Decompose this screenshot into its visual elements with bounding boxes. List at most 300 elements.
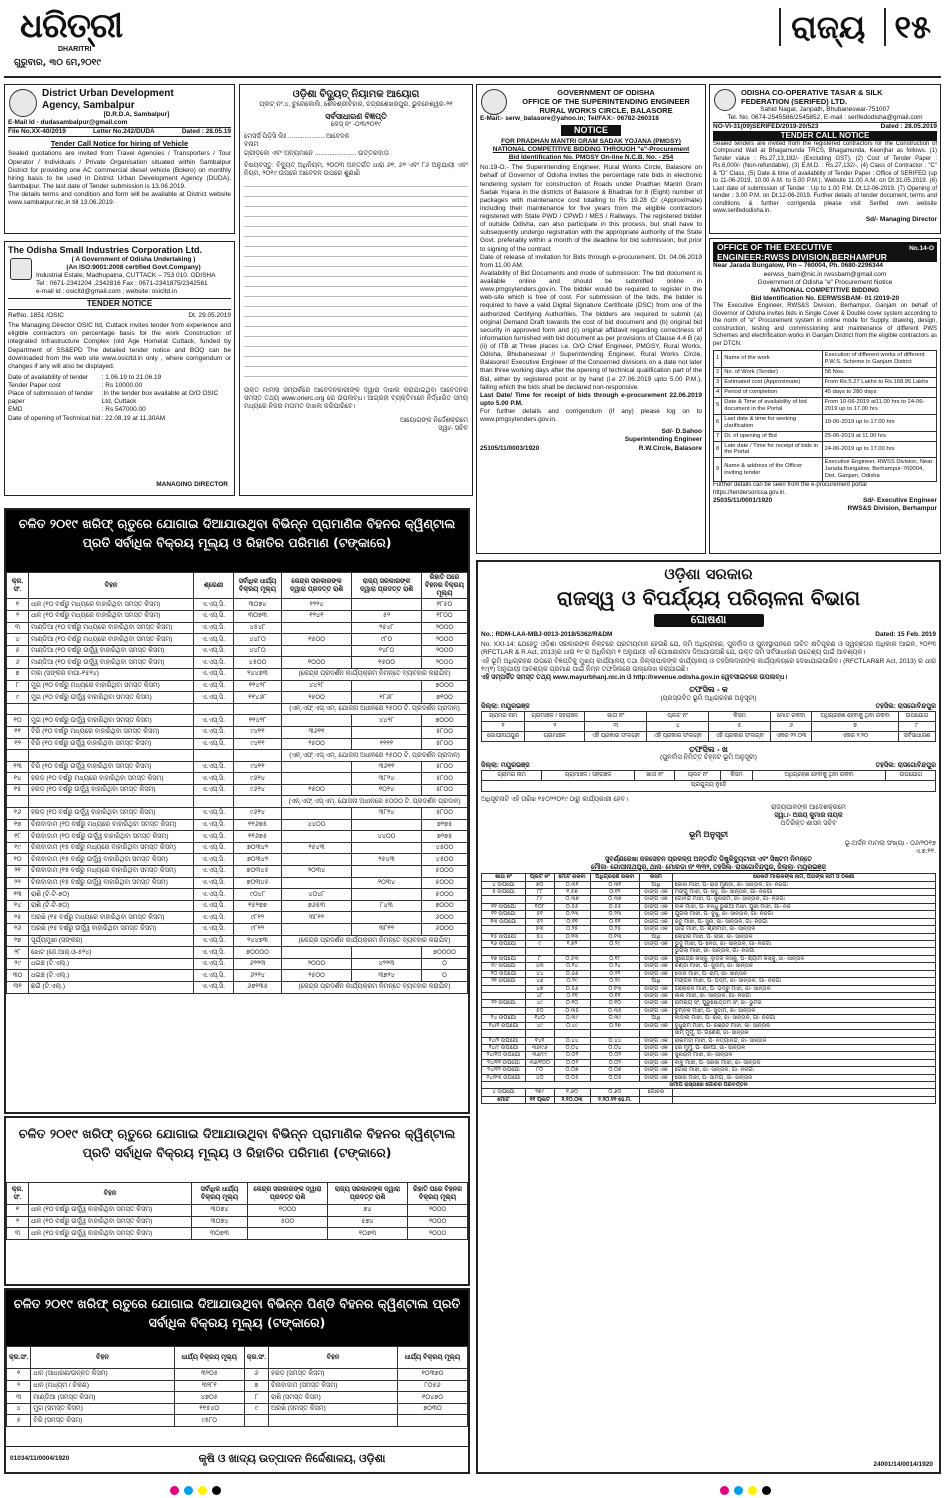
table-cell: ୫୨ bbox=[525, 918, 554, 925]
table-cell: ୧୦ bbox=[7, 715, 29, 727]
rwss-cell-no: 3 bbox=[714, 377, 722, 387]
oerc-party-2: ଗ୍ରୀଡ଼କୋ ଏବଂ ଅନ୍ୟମାନେ ....................... ଉତ୍ତରଦାତା bbox=[244, 149, 389, 157]
table-cell bbox=[482, 1007, 526, 1014]
duda-dated: Dated : 28.05.19 bbox=[181, 128, 231, 136]
table-cell: ମୁଗ (୧୦ ବର୍ଷରୁ ଉର୍ଦ୍ଧ୍ୱ ବାହାରିଥିବା ସମସ୍ତ କିସମ) bbox=[29, 692, 194, 704]
table-cell bbox=[234, 750, 282, 762]
table-row bbox=[7, 599, 468, 611]
osic-ref: RefNo. 1851 /OSIC bbox=[8, 312, 64, 320]
schedule-kha-header-cell: ପ୍ଲଟ ନଂ bbox=[675, 771, 721, 781]
table-cell: ୨୪୪୭୩ bbox=[234, 935, 282, 947]
table-cell: ଏ.ଏସ୍.ସି. bbox=[194, 889, 234, 901]
seed1-header-cell: ବିହନ bbox=[29, 573, 194, 599]
table-row bbox=[482, 1000, 936, 1007]
table-cell: ହରଡ଼ (୧୦ ବର୍ଷରୁ ଉର୍ଦ୍ଧ୍ୱ ବାହାରିଥିବା ସମସ୍ତ କିସମ) bbox=[29, 784, 194, 796]
table-cell: ୧୫ bbox=[7, 784, 29, 796]
se-notice-label: NOTICE bbox=[561, 125, 621, 136]
table-cell: ୧୦୦୦ bbox=[282, 657, 352, 669]
table-cell: ୦.୪୪ bbox=[590, 1037, 640, 1044]
table-cell: ଏ.ଏସ୍.ସି. bbox=[194, 668, 234, 680]
table-cell: ୪୫୦୦ bbox=[234, 657, 282, 669]
osic-detail-label: EMD bbox=[8, 406, 23, 414]
table-cell: ୮୪୩ bbox=[352, 900, 422, 912]
oerc-sign-1: ଆୟୋଗଙ୍କ ନିର୍ଦ୍ଦେଶକ୍ରମେ bbox=[399, 417, 468, 425]
table-cell: ଡାଙ୍ଗ ଏକ bbox=[640, 1067, 673, 1074]
table-cell: ରାଇମତୀ ମାଝୀ, ପି- ନିତ୍ୟାନନ୍ଦ, ଜା- ସାନ୍ତାଳ bbox=[672, 1037, 935, 1044]
table-cell bbox=[352, 680, 422, 692]
table-cell: ୦.୧୧ bbox=[554, 992, 590, 999]
rwss-row bbox=[714, 367, 937, 377]
bhumi-schedule-title: ଭୂମି ଅନୁସୂଚୀ bbox=[689, 830, 728, 840]
schedule-ka-num-cell: ୪ bbox=[647, 721, 709, 731]
osic-detail-label: Date of opening of Technical bid bbox=[8, 414, 101, 422]
seed-table-3-title: ଚଳିତ ୨୦୧୯ ଖରିଫ୍ ଋତୁରେ ଯୋଗାଇ ଦିଆଯାଉଥିବା ବିଭିନ୍ନ ପିଣ୍ଡି ବିହନର କ୍ୱିଣ୍ଟାଲ ପ୍ରତି ସର୍ବାଧିକ ବିକ୍ରୟ ମୂଲ୍ୟ (ଟଙ୍କାରେ) bbox=[6, 1290, 468, 1346]
osic-detail-value: : Rs 10000.00 bbox=[101, 382, 143, 390]
schedule-ka-num-cell: ୨ bbox=[525, 721, 585, 731]
rwss-cell-value: From 10-06-2019 at11.00 hrs to 24-06-2019 up to 17.00 hrs bbox=[822, 397, 936, 414]
table-cell: ୨୫୦୦ bbox=[282, 738, 352, 750]
table-cell: ୧ bbox=[7, 599, 29, 611]
table-row bbox=[7, 750, 468, 762]
table-cell: ଏ.ଏସ୍.ସି. bbox=[194, 912, 234, 924]
page-number: ୧୫ bbox=[884, 8, 931, 46]
rwss-row bbox=[714, 397, 937, 414]
table-cell bbox=[482, 1030, 526, 1037]
table-cell: ୨୪୮୦ bbox=[352, 645, 422, 657]
schedule-ka-num-row bbox=[482, 721, 936, 731]
table-cell: ୦.୨୩ bbox=[554, 911, 590, 918]
table-cell: ଧାନ (ସାଧାରଣ/ଉନ୍ନତ କିସମ) bbox=[31, 1369, 175, 1381]
table-cell: ବିରି (୧୦ ବର୍ଷରୁ ମଧ୍ୟରେ ବାହାରିଥିବା ସମସ୍ତ କିସମ) bbox=[29, 726, 194, 738]
table-cell: ୧୪ bbox=[7, 773, 29, 785]
osic-detail-value: : Rs 547000.00 bbox=[101, 406, 146, 414]
rwss-cell-value: From Rs.5.27 Lakhs to Rs.168.95 Lakhs bbox=[822, 377, 936, 387]
osic-detail-label: Tender Paper cost bbox=[8, 382, 61, 390]
seed-price-table-3 bbox=[4, 1288, 470, 1474]
table-cell: ୧୫୦୦ bbox=[352, 657, 422, 669]
land-road-heading-row bbox=[482, 1082, 936, 1089]
table-cell bbox=[352, 819, 422, 831]
table-cell bbox=[282, 877, 352, 889]
table-row bbox=[482, 933, 936, 940]
table-cell: ୯୬୨୪ bbox=[234, 808, 282, 820]
seed-table-3-footer bbox=[6, 1446, 468, 1472]
table-cell: ୦.୩୫ bbox=[554, 1007, 590, 1014]
se-title-3: RURAL WORKS CIRCLE, BALASORE bbox=[539, 106, 673, 115]
schedule-ka-num-cell: ୮ bbox=[898, 721, 935, 731]
table-cell: ୭୪ bbox=[328, 1205, 408, 1217]
se-contact: E-Mail:- serw_balasore@yahoo.in; Tel/FAX:- 06782-260318 bbox=[480, 115, 659, 122]
table-cell: ୨୪/୧୩ ଉପଯୋ bbox=[482, 1074, 526, 1081]
table-cell: ୯ bbox=[525, 941, 554, 948]
table-cell: ୯୬୨୪ bbox=[234, 773, 282, 785]
table-cell: ୧୧ bbox=[7, 726, 29, 738]
rwss-cell-no: 5 bbox=[714, 397, 722, 414]
seed-table-2-title: ଚଳିତ ୨୦୧୯ ଖରିଫ୍ ଋତୁରେ ଯୋଗାଇ ଦିଆଯାଉଥିବା ବିଭିନ୍ନ ପ୍ରାମାଣିକ ବିହନର କ୍ୱିଣ୍ଟାଲ ପ୍ରତି ସର୍ବାଧିକ ବିକ୍ରୟ ମୂଲ୍ୟ ଓ ରିହାତିର ପରିମାଣ (ଟଙ୍କାରେ) bbox=[6, 1118, 468, 1182]
table-cell: ଏ.ଏସ୍.ସି. bbox=[194, 842, 234, 854]
table-cell: ୪୪୦୦ bbox=[282, 819, 352, 831]
table-cell-note: (ଏନ୍.ଏଫ୍.ଏସ୍.ଏମ୍. ଯୋଜନା ଅଧୀନରେ ୨୫୦୦ ଟି. ପ୍ରଦର୍ଶନ ପ୍ରଦାନ) bbox=[282, 750, 468, 762]
table-cell: ଏ.ଏସ୍.ସି. bbox=[194, 981, 234, 993]
table-row bbox=[482, 926, 936, 933]
table-cell: ୨୦୦୦ bbox=[282, 958, 352, 970]
table-cell: ୨୦୦୦ bbox=[422, 622, 468, 634]
osic-notice-title: TENDER NOTICE bbox=[8, 298, 231, 310]
table-cell: ୨୪/୯ ଉପଯୋ bbox=[482, 1044, 526, 1051]
osic-sub-2: (An ISO:9001:2008 certified Govt.Company) bbox=[66, 263, 201, 271]
seed-price-table-1 bbox=[4, 508, 470, 1114]
table-cell: ହରି ମୁର୍ମୁ, ପି- ଶନିଆ, ଜା- ସାନ୍ତାଳ bbox=[672, 1044, 935, 1051]
table-cell bbox=[234, 703, 282, 715]
table-cell: ୫୮୦୦ bbox=[422, 784, 468, 796]
table-cell: ୬୨୨୩ bbox=[234, 958, 282, 970]
table-cell: ୨୫୪୩ bbox=[282, 842, 352, 854]
table-cell-note: (ଏନ୍.ଏଫ୍.ଏସ୍.ଏମ୍. ଯୋଜନା ଅଧୀନରେ ୫୦୦୦ ଟି. ପ୍ରଦର୍ଶନ ପ୍ରଦାନ) bbox=[282, 796, 468, 808]
table-cell: ୨୮ bbox=[7, 947, 29, 959]
table-cell: ୧୫ ଉପଯୋ bbox=[482, 933, 526, 940]
schedule-kha-nil: ପ୍ରଯୁଜ୍ୟ ନୁହେଁ bbox=[482, 781, 936, 791]
schedule-ka-cell: ସର୍ବସାଧାରଣ bbox=[898, 731, 935, 741]
table-cell: ଡାଙ୍ଗ ଏକ bbox=[640, 1074, 673, 1081]
table-cell: ୦.୨୪ bbox=[554, 963, 590, 970]
table-cell: ୩୦ bbox=[7, 970, 29, 982]
rwss-cell-no: 7 bbox=[714, 431, 722, 441]
table-cell: ୪ bbox=[7, 1403, 31, 1415]
seed1-header-cell: କ୍ର. ସଂ. bbox=[7, 573, 29, 599]
table-cell: ରାମରାୟ ସିଂ, ପୁରୁଷୋତ୍ତମ ସିଂ, ଜା- ଭୁମିଜ bbox=[672, 1000, 935, 1007]
revenue-dept: ରାଜସ୍ୱ ଓ ବିପର୍ଯ୍ୟୟ ପରିଚାଳନା ବିଭାଗ bbox=[556, 586, 861, 610]
osic-detail-row bbox=[8, 382, 231, 390]
table-cell: ୫୪ bbox=[525, 933, 554, 940]
table-row bbox=[7, 622, 468, 634]
table-cell: ଡାଙ୍ଗ ଏକ bbox=[640, 970, 673, 977]
table-cell: ୧୧୧୧ bbox=[352, 738, 422, 750]
table-cell: ୫୦୦୦ bbox=[422, 889, 468, 901]
table-cell: ୫୦୦୦ bbox=[422, 877, 468, 889]
rwss-cell-value: Execution of different works of different P.W.S. Scheme in Ganjam District bbox=[822, 351, 936, 368]
table-cell: ୨୦୩୪ bbox=[352, 877, 422, 889]
table-cell: ୭୬୫୩ bbox=[282, 900, 352, 912]
table-row bbox=[7, 761, 468, 773]
table-cell: ଡାଙ୍ଗ ଏକ bbox=[640, 889, 673, 896]
table-cell: ରାଶି (ସମସ୍ତ କିସମ) bbox=[269, 1392, 398, 1404]
table-cell: ୯୬୨୪ bbox=[234, 784, 282, 796]
newspaper-logo-sub: DHARITRI bbox=[58, 46, 92, 53]
revenue-para-3: ଏହି ସମ୍ପର୍କିତ ସମସ୍ତ ତଥ୍ୟ www.mayurbhanj.nic.in ଓ http://revenue.odisha.gov.in ୱେବସାଇଟରେ ଉପଲବ୍ଧ। bbox=[481, 673, 788, 681]
schedule-kha-header-cell: ଉପଯୋଗ bbox=[886, 771, 936, 781]
rwss-title-1: OFFICE OF THE EXECUTIVE bbox=[717, 242, 833, 252]
table-cell bbox=[282, 715, 352, 727]
table-cell: ୧୦୩୭୦ bbox=[398, 1369, 468, 1381]
se-balasore-notice bbox=[476, 84, 706, 554]
table-row bbox=[7, 808, 468, 820]
table-cell: ୯୫୮୦ bbox=[174, 1415, 244, 1427]
serifed-title-2: FEDERATION (SERIFED) LTD. bbox=[741, 97, 847, 106]
table-cell: ଏ.ଏସ୍.ସି. bbox=[194, 645, 234, 657]
table-cell: ୫୨ bbox=[352, 610, 422, 622]
oerc-sign-2: ସ୍ୱା/- ସଚିବ bbox=[438, 425, 468, 433]
table-cell: ସୁରେନ୍ଦ୍ର କିସ୍କୁ, ଲୁଡ଼ିକି କିସ୍କୁ, ପି- ଶ୍ୟାମ କିସ୍କୁ, ଜା- ସାନ୍ତାଳ bbox=[672, 955, 935, 962]
se-sign-3: R.W.Circle, Balasore bbox=[638, 444, 702, 452]
seed2-header-cell: ବିହନ bbox=[29, 1183, 192, 1205]
table-cell: ୦.୩୫ bbox=[590, 1007, 640, 1014]
table-cell: ବିରି (୧୦ ବର୍ଷରୁ ଉର୍ଦ୍ଧ୍ୱ ବାହାରିଥିବା ସମସ୍ତ କିସମ) bbox=[29, 761, 194, 773]
table-cell: ୫୮୦୦ bbox=[422, 738, 468, 750]
table-cell: ୭୦୦୦୦ bbox=[234, 947, 282, 959]
table-cell bbox=[398, 1415, 468, 1427]
land-header-cell: ଅଧିଗ୍ରହଣ ରକବା bbox=[590, 874, 640, 881]
table-cell: ସୂର୍ଯ୍ୟମୁଖୀ (ସଙ୍କର) bbox=[29, 935, 194, 947]
table-cell: ଡାଙ୍ଗ ଏକ bbox=[640, 963, 673, 970]
table-cell: ୫ ଉପଯୋ bbox=[482, 889, 526, 896]
table-cell: ୨୪ bbox=[7, 900, 29, 912]
schedule-kha-subtitle: (ପୁନର୍ବାସ ନିମିତ୍ତ ଚିହ୍ନଟ ଭୂମି ଅନୁସୂଚୀ) bbox=[660, 754, 757, 762]
table-cell bbox=[194, 750, 234, 762]
table-cell: ଏ.ଏସ୍.ସି. bbox=[194, 715, 234, 727]
table-row bbox=[7, 958, 468, 970]
table-cell bbox=[29, 750, 194, 762]
table-cell: ଏ.ଏସ୍.ସି. bbox=[194, 692, 234, 704]
land-header-cell: ପ୍ଲଟ ନଂ bbox=[525, 874, 554, 881]
table-cell: ୧୨୨୪ bbox=[282, 599, 352, 611]
serifed-dated: Dated : 28.05.2019 bbox=[880, 123, 937, 131]
table-cell: ୨୪୪୭୩ bbox=[234, 668, 282, 680]
table-cell: ୮୦ bbox=[525, 1067, 554, 1074]
osic-address: Industrial Estate, Madhupatna, CUTTACK – 753 010. ODISHA bbox=[36, 272, 216, 280]
table-cell: ୧୮୫୦ bbox=[422, 599, 468, 611]
schedule-ka-header-cell: ଖାତା ନଂ bbox=[585, 711, 647, 721]
rwss-cell-value: Executive Engineer, RWSS Division, Near Jarada Bungalow, Berhampur-760004, Dist. Ganjam, Odisha bbox=[822, 458, 936, 482]
se-release: Date of release of invitation for Bids through e-procurement. Dt. 04.06.2019 from 11.00 AM. bbox=[480, 253, 702, 269]
land-total-cell: ୨.୨୦.୧୧ ହେ.ମି. bbox=[590, 1096, 640, 1103]
table-cell: ୨୫୪୮ bbox=[352, 622, 422, 634]
table-cell: ଆଧି bbox=[640, 881, 673, 888]
se-ref: 25105/11/0003/1920 bbox=[480, 444, 540, 452]
land-schedule-table bbox=[481, 873, 936, 1104]
table-cell: ମୁଗ (ସମସ୍ତ କିସମ) bbox=[31, 1403, 175, 1415]
newspaper-logo: ଧରିତ୍ରୀ bbox=[20, 6, 123, 46]
schedule-ka-header-row bbox=[482, 711, 936, 721]
table-row bbox=[7, 866, 468, 878]
table-cell: ୨୦୦୦ bbox=[422, 634, 468, 646]
table-cell: ୯୦୪୮ bbox=[234, 889, 282, 901]
table-cell: ଆଧି bbox=[640, 933, 673, 940]
table-cell: ୪୭୦୫ bbox=[174, 1392, 244, 1404]
duda-title-2: Agency, Sambalpur bbox=[42, 99, 135, 111]
section-name: ରାଜ୍ୟ bbox=[791, 8, 866, 46]
osic-phone: Tel : 0671-2341204 ,2342816 Fax : 0671-2341875/2342561 bbox=[36, 280, 208, 288]
table-cell: ୪୪୮୦ bbox=[234, 645, 282, 657]
table-row bbox=[7, 877, 468, 889]
table-cell: ୩୬୧୧ bbox=[282, 726, 352, 738]
masthead bbox=[0, 0, 945, 78]
table-cell: ୯ bbox=[7, 692, 29, 704]
table-cell: ୯୪୧୧ bbox=[234, 726, 282, 738]
table-cell: ୧୪୦ bbox=[525, 1015, 554, 1022]
table-cell: ୭ bbox=[7, 668, 29, 680]
table-cell: ଧାନ (୧୦ ବର୍ଷରୁ ମଧ୍ୟରେ ବାହାରିଥିବା ସମସ୍ତ କିସମ) bbox=[29, 610, 194, 622]
table-cell: ୫ bbox=[7, 1415, 31, 1427]
table-cell: ହରଡ଼ (ସମସ୍ତ କିସମ) bbox=[269, 1369, 398, 1381]
se-title-1: GOVERNMENT OF ODISHA bbox=[557, 88, 655, 97]
seed2-header-cell: ସର୍ବାଧିକ ଧାର୍ଯ୍ୟ ବିକ୍ରୟ ମୂଲ୍ୟ bbox=[192, 1183, 248, 1205]
rwss-cell-value: 19-06-2019 up to 17.00 hrs bbox=[822, 414, 936, 431]
print-mark-black bbox=[762, 1486, 771, 1495]
land-header-cell: ରେକର୍ଡ ମାଲିକଙ୍କ ନାମ, ପିତାଙ୍କ ନାମ ଓ ଠିକଣା bbox=[672, 874, 935, 881]
land-header-cell: କିସମ bbox=[640, 874, 673, 881]
table-cell: ୪୭ bbox=[525, 985, 554, 992]
table-cell: ଏ.ଏସ୍.ସି. bbox=[194, 773, 234, 785]
table-row bbox=[482, 889, 936, 896]
table-row bbox=[482, 1089, 936, 1096]
table-cell: ମାଣ୍ଡିଆ (୧୦ ବର୍ଷରୁ ମଧ୍ୟରେ ବାହାରିଥିବା ସମସ୍ତ କିସମ) bbox=[29, 634, 194, 646]
rwss-bid-id: Bid Identification No. EERWSSBAM- 01 /2019-20 bbox=[750, 294, 900, 302]
table-cell: ୫୮୦୦ bbox=[422, 726, 468, 738]
table-cell: ୨୫ bbox=[7, 912, 29, 924]
table-cell: ଲାଲ ମାଝୀ, ଜା- ସାନ୍ତାଳ, ଗା- ନିଜଗାଁ bbox=[672, 992, 935, 999]
table-cell bbox=[525, 948, 554, 955]
table-cell: ଡାଙ୍ଗ ଏକ bbox=[640, 1000, 673, 1007]
table-cell: ଏ.ଏସ୍.ସି. bbox=[194, 935, 234, 947]
table-row bbox=[482, 881, 936, 888]
schedule-ka-header-cell: ଗ୍ରାମାଞ୍ଚଳ / ସହରାଞ୍ଚଳ bbox=[525, 711, 585, 721]
table-cell: ଏ.ଏସ୍.ସି. bbox=[194, 761, 234, 773]
schedule-kha-table bbox=[481, 770, 936, 791]
rwss-row bbox=[714, 351, 937, 368]
table-cell: ୮ bbox=[244, 1392, 268, 1404]
se-sign-2: Superintending Engineer bbox=[624, 436, 702, 444]
table-cell: ୧.୫୭ bbox=[554, 889, 590, 896]
table-cell: ଭୁଦୁ ମାଝୀ, ପି- ନେତା, ଜା- ସାନ୍ତାଳ, ଗା- ନିଜଗାଁ bbox=[672, 941, 935, 948]
table-cell: ଡାଙ୍ଗ ଏକ bbox=[640, 955, 673, 962]
duda-body-2: The details terms and condition and form will be available at District website www.sambalpur.nic.in till 13.06.2019. bbox=[8, 191, 231, 207]
table-cell: ୧୧୬୭୫ bbox=[234, 819, 282, 831]
table-row bbox=[7, 970, 468, 982]
land-header-cell: ମୋଟ ରକବା bbox=[554, 874, 590, 881]
table-row bbox=[7, 738, 468, 750]
table-cell: ୮୮ bbox=[525, 889, 554, 896]
serifed-body: Sealed tenders are invited from the registered contractors for the Construction of Compound Wall at Bhagamunda TRCS, Bhagamunda, Keonjhar as follows. (1) Tender value : Rs.27,13,192/- (Excluding GST), (2) Cost of Tender Paper : Rs.6,000/- (Non-refundable), (3) E.M.D. : Rs.27,132/-, (4) Class of Contractor : "C" & "D" Class, (5) Date & time of availability of Tender Paper : Office of SERIFED (up to 11-06-2019, 10.00 A.M. to 5.00 P.M.). Website 11.00 A.M. on Dt.31.05.2019. (6) Last date of submission of Tender : Up to 1.00 P.M. Dt.12-06-2019. (7) Opening of tender : 3.00 P.M. on Dt.12-06-2019. Further details of tender document, terms and conditions & further corrigenda please visit Serifed own website www.serifedodisha.in. bbox=[713, 140, 937, 215]
schedule-kha-header-cell: କିସମ bbox=[721, 771, 752, 781]
table-row bbox=[7, 831, 468, 843]
table-cell: ୧୫୨୭୭ bbox=[234, 900, 282, 912]
rwss-gov: Government of Odisha "e" Procurement Notice bbox=[757, 278, 893, 286]
osic-detail-row bbox=[8, 415, 231, 423]
seed-table-2 bbox=[6, 1182, 468, 1240]
table-cell: ବାବୁ ମାଝୀ, ପି- ସରକା ମାଝୀ, ଜା- ସାନ୍ତାଳ bbox=[672, 1059, 935, 1066]
se-sub-3: Bid Identification No. PMGSY On-line N.C.B. No. - 254 bbox=[508, 154, 674, 162]
table-cell: ଏ.ଏସ୍.ସି. bbox=[194, 784, 234, 796]
schedule-kha-header-cell: ଗ୍ରାମାଞ୍ଚଳ / ସହରାଞ୍ଚଳ bbox=[542, 771, 635, 781]
table-cell: ୭୨୭୫ bbox=[422, 819, 468, 831]
revenue-sign-0: ରାଜ୍ୟପାଳଙ୍କ ଆଦେଶକ୍ରମେ bbox=[771, 803, 846, 811]
table-cell: ୦.୧୩ bbox=[590, 985, 640, 992]
table-row bbox=[7, 645, 468, 657]
table-cell bbox=[352, 599, 422, 611]
table-cell: ୮ bbox=[7, 680, 29, 692]
table-row bbox=[7, 680, 468, 692]
rwss-title-2: ENGINEER:RWSS DIVISION,BERHAMPUR bbox=[717, 252, 887, 263]
table-cell bbox=[554, 1030, 590, 1037]
table-cell: ୭୦୩୦ bbox=[398, 1403, 468, 1415]
rwss-row bbox=[714, 377, 937, 387]
table-cell: ୩୭୨୪ bbox=[352, 970, 422, 982]
rwss-cell-label: No. of Work (Tender) bbox=[722, 367, 822, 377]
table-cell: ଏ.ଏସ୍.ସି. bbox=[194, 970, 234, 982]
table-row bbox=[482, 1052, 936, 1059]
rwss-cell-label: Date & Time of availability of bid document in the Portal bbox=[722, 397, 822, 414]
table-row bbox=[482, 963, 936, 970]
table-row bbox=[7, 634, 468, 646]
se-sub-1: FOR PRADHAN MANTRI GRAM SADAK YOJANA (PMGSY) bbox=[501, 137, 681, 145]
table-cell bbox=[7, 796, 29, 808]
table-cell: ୨୦୦୦ bbox=[408, 1205, 468, 1217]
seed-table-3 bbox=[6, 1346, 468, 1427]
schedule-ka-num-cell: ୭ bbox=[812, 721, 899, 731]
table-cell: ୧୧୬୭୫ bbox=[234, 831, 282, 843]
rwss-cell-label: Estimated cost (Approximate) bbox=[722, 377, 822, 387]
rwss-cell-label: Dt. of opening of Bid bbox=[722, 431, 822, 441]
table-cell: ୦.୨୨ bbox=[590, 970, 640, 977]
table-cell: ୭୧୦୦ bbox=[422, 692, 468, 704]
table-row bbox=[7, 981, 468, 993]
rwss-cell-no: 4 bbox=[714, 387, 722, 397]
revenue-declaration bbox=[476, 560, 941, 1474]
seed1-header-row bbox=[7, 573, 468, 599]
table-cell: ୩୬/୯୬ bbox=[525, 1044, 554, 1051]
table-cell: ୦.୩୧ bbox=[590, 881, 640, 888]
table-row bbox=[7, 1415, 468, 1427]
table-cell: ଲୋହାର ମାଝୀ, ପି- ରାଜା, ଜା- ସାନ୍ତାଳ bbox=[672, 933, 935, 940]
schedule-ka-cell: ଏକର ୨୨.୦୩ bbox=[770, 731, 811, 741]
print-mark-cyan bbox=[734, 1486, 743, 1495]
table-row bbox=[482, 1022, 936, 1029]
table-cell: ୦.୦୨ bbox=[554, 1052, 590, 1059]
table-cell bbox=[282, 924, 352, 936]
table-cell: ୩୦୭୩ bbox=[192, 1228, 248, 1240]
schedule-ka-cell: ଏହି ପ୍ରକାର ସଂଲଗ୍ନ bbox=[647, 731, 709, 741]
rwss-cell-no: 9 bbox=[714, 458, 722, 482]
print-mark-magenta bbox=[720, 1486, 729, 1495]
table-cell bbox=[234, 796, 282, 808]
table-cell: ଏ.ଏସ୍.ସି. bbox=[194, 634, 234, 646]
land-total-cell bbox=[640, 1096, 673, 1103]
table-cell: ଏ.ଏସ୍.ସି. bbox=[194, 738, 234, 750]
table-cell: ୪୫୦୦ bbox=[422, 842, 468, 854]
table-cell: ଅରଖି (ସମସ୍ତ କିସମ) bbox=[269, 1403, 398, 1415]
table-cell: ୯୪୧୧ bbox=[234, 761, 282, 773]
table-cell bbox=[194, 796, 234, 808]
table-cell: ୪୬ bbox=[525, 978, 554, 985]
table-cell: ୦.୫୬ bbox=[554, 985, 590, 992]
rwss-body: The Executive Engineer, RWS&S Division, Berhampur, Ganjam on behalf of Governor of Odisha invites bids in Single Cover & Double cover system according to the norm of "e" Procurement system in online mode for Supply, drawing, design, construction, testing and commissioning and maintenance of different PWS Schemes and electrification works in Ganjam District from the eligible contractors as per DTCN. bbox=[713, 303, 937, 347]
table-cell: ୮୦୫୬ bbox=[398, 1380, 468, 1392]
table-cell: ଡାଙ୍ଗ ଏକ bbox=[640, 985, 673, 992]
table-cell bbox=[282, 773, 352, 785]
table-cell: ୨୪/୧୨ ଉପଯୋ bbox=[482, 1067, 526, 1074]
table-cell: ଦୋଳ ମାଝୀ, ପି- ରାମ, ଜା- ସାନ୍ତାଳ bbox=[672, 970, 935, 977]
table-cell: ଅରଖି (୧୫ ବର୍ଷରୁ ମଧ୍ୟରେ ବାହାରିଥିବା ସମସ୍ତ କିସମ) bbox=[29, 912, 194, 924]
osic-detail-value: : 22.08.19 at 11.30AM bbox=[101, 414, 166, 422]
seed3-header-cell: ଧାର୍ଯ୍ୟ ବିକ୍ରୟ ମୂଲ୍ୟ bbox=[174, 1347, 244, 1369]
table-cell: ୦.୨୪ bbox=[590, 963, 640, 970]
table-cell: ୫୩ bbox=[525, 926, 554, 933]
table-cell: ୭୨୭୫ bbox=[422, 831, 468, 843]
table-row bbox=[7, 947, 468, 959]
table-cell bbox=[194, 703, 234, 715]
table-cell: ଡାଙ୍ଗ ଏକ bbox=[640, 1022, 673, 1029]
osic-detail-label: Date of availability of tender bbox=[8, 373, 89, 381]
